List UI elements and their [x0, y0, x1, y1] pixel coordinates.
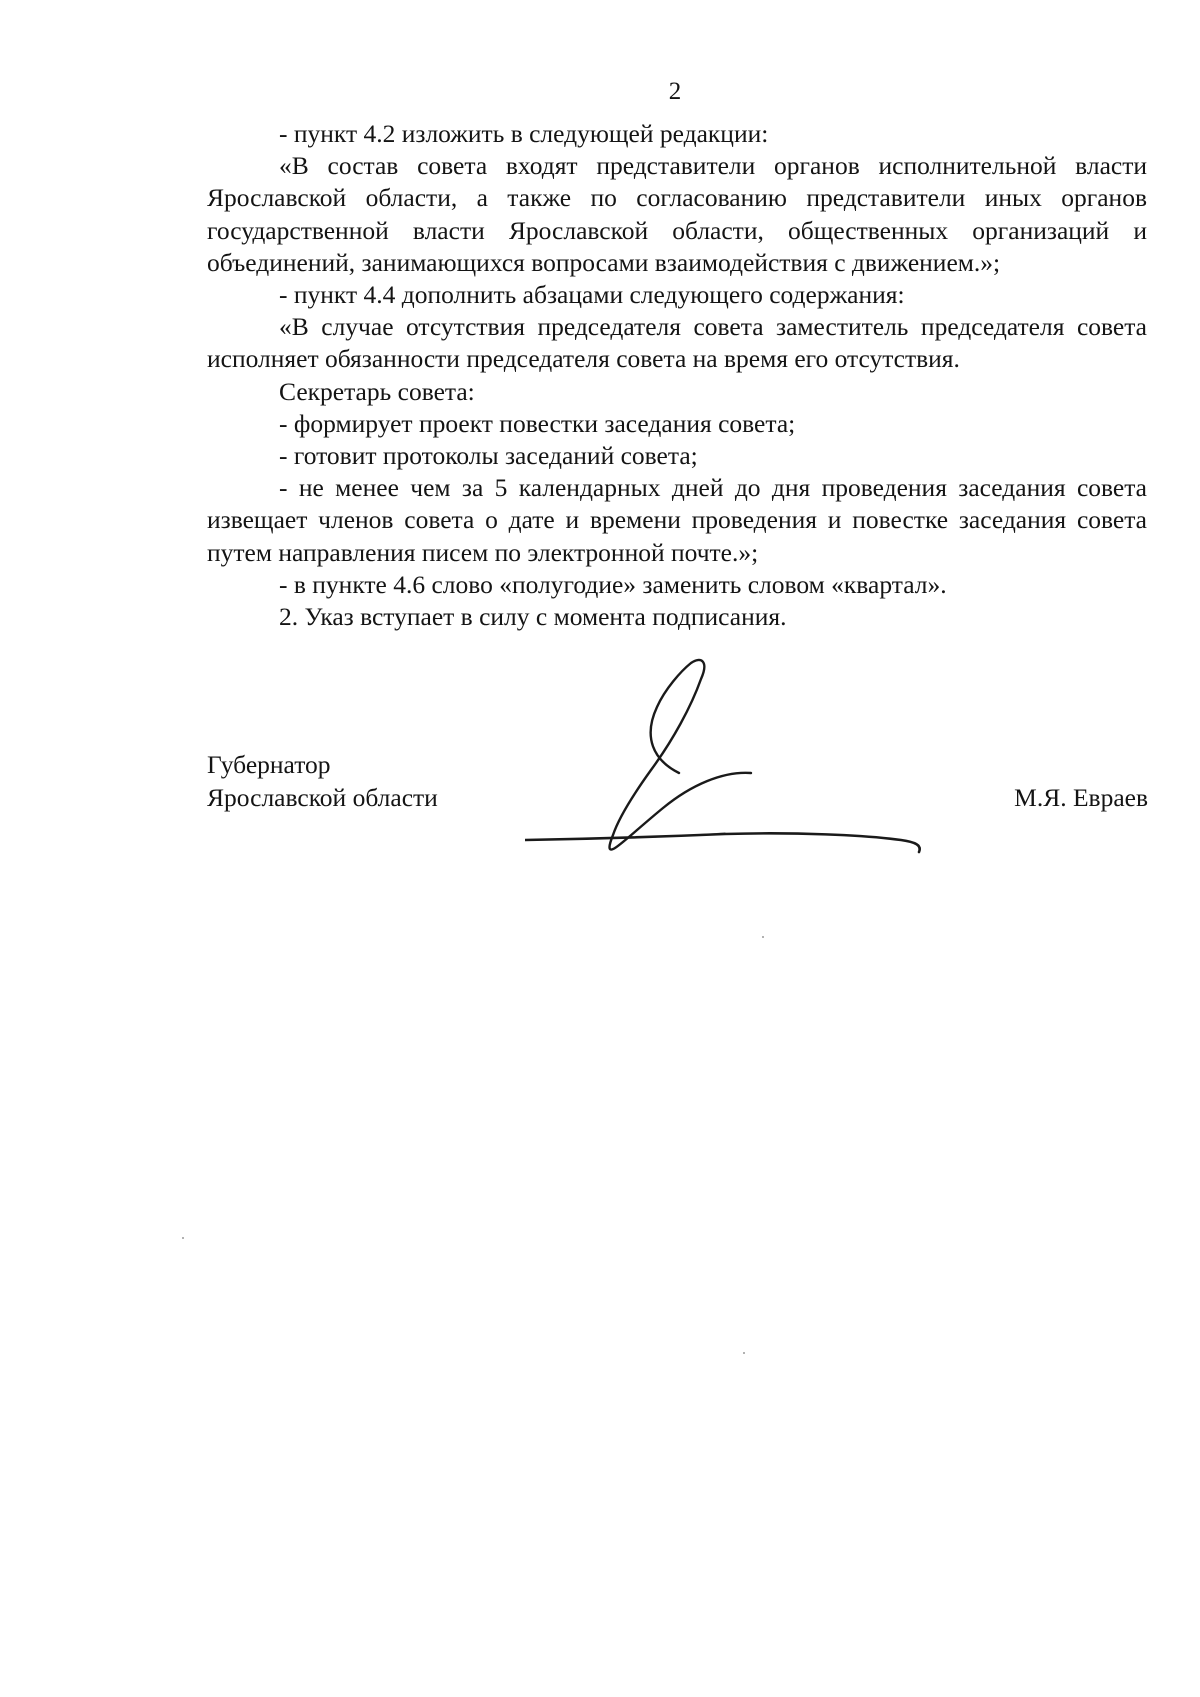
- scan-speck: [743, 1352, 745, 1354]
- page-number: 2: [668, 78, 682, 105]
- paragraph-council-composition: «В состав совета входят представители органов исполнительной власти Ярославской области, а также по согласованию представители иных органов государственной власти Ярославской области, общественных организаций и объединений, занимающихся вопросами взаимодействия с движением.»;: [207, 151, 1147, 277]
- paragraph-secretary-notice: - не менее чем за 5 календарных дней до дня проведения заседания совета извещает членов совета о дате и времени проведения и повестке заседания совета путем направления писем по электронной почте.»;: [207, 473, 1147, 567]
- paragraph-secretary-agenda: - формирует проект повестки заседания совета;: [279, 408, 796, 438]
- paragraph-amend-4-2: - пункт 4.2 изложить в следующей редакции:: [279, 119, 769, 148]
- signatory-title-line2: Ярославской области: [207, 783, 438, 812]
- scan-speck: [182, 1237, 184, 1239]
- signatory-title-line1: Губернатор: [207, 750, 331, 779]
- paragraph-chair-absence: «В случае отсутствия председателя совета заместитель председателя совета исполняет обязанности председателя совета на время его отсутствия.: [207, 312, 1147, 374]
- signatory-title: [207, 748, 438, 814]
- paragraph-secretary-minutes: - готовит протоколы заседаний совета;: [279, 441, 698, 471]
- paragraph-secretary-heading: Секретарь совета:: [279, 376, 475, 406]
- handwritten-signature: [525, 655, 945, 870]
- paragraph-entry-into-force: 2. Указ вступает в силу с момента подписания.: [279, 602, 787, 632]
- document-body: [207, 118, 1147, 633]
- scan-speck: [762, 936, 764, 938]
- paragraph-amend-4-4: - пункт 4.4 дополнить абзацами следующего содержания:: [279, 280, 905, 310]
- paragraph-amend-4-6: - в пункте 4.6 слово «полугодие» заменить словом «квартал».: [279, 569, 947, 599]
- signatory-name: М.Я. Евраев: [1014, 783, 1148, 812]
